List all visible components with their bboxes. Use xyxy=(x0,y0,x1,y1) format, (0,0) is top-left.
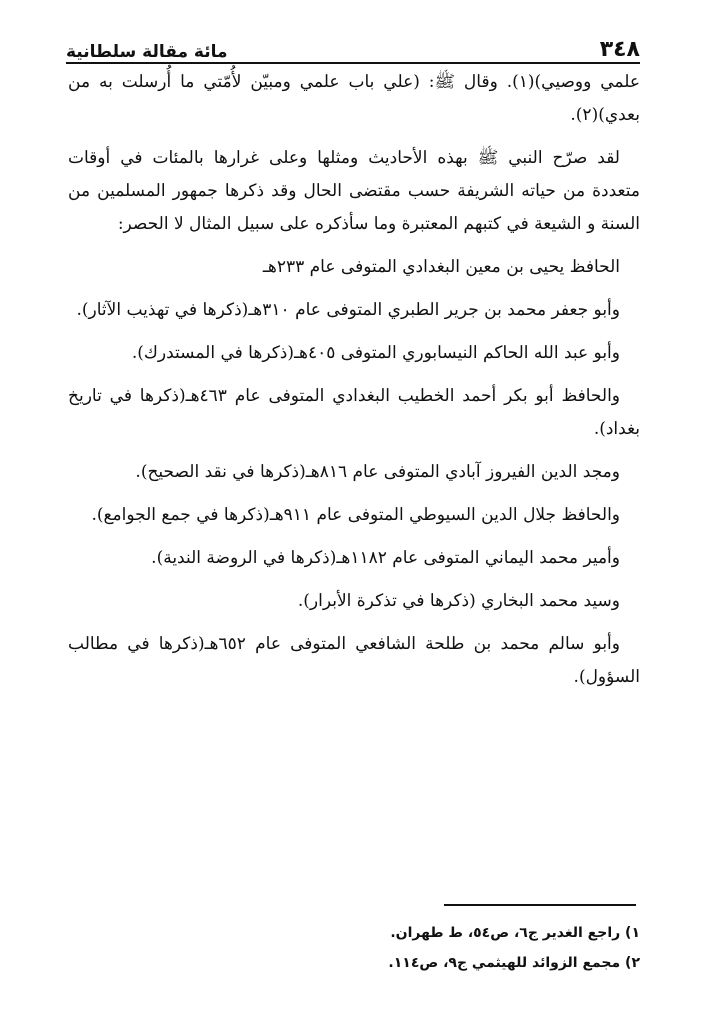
page-header xyxy=(66,22,640,64)
citation-item: وأبو جعفر محمد بن جرير الطبري المتوفى عام ٣١٠هـ(ذكرها في تهذيب الآثار). xyxy=(76,300,620,320)
citation-item: ومجد الدين الفيروز آبادي المتوفى عام ٨١٦هـ(ذكرها في نقد الصحيح). xyxy=(135,462,620,482)
page-number: ٣٤٨ xyxy=(599,37,640,62)
citation-item: والحافظ أبو بكر أحمد الخطيب البغدادي المتوفى عام ٤٦٣هـ(ذكرها في تاريخ بغداد). xyxy=(68,386,640,439)
footnotes xyxy=(66,918,640,978)
footnote-1: ١) راجع الغدير ج٦، ص٥٤، ط طهران. xyxy=(390,925,640,941)
citation-item: الحافظ يحيى بن معين البغدادي المتوفى عام ٢٣٣هـ xyxy=(262,257,620,277)
paragraph-intro: لقد صرّح النبي ﷺ بهذه الأحاديث ومثلها وعلى غرارها بالمئات في أوقات متعددة من حياته الشريفة حسب مقتضى الحال وقد ذكرها جمهور المسلمين من السنة و الشيعة في كتبهم المعتبرة وما سأذكره على سبيل المثال لا الحصر: xyxy=(68,148,640,234)
footnote-divider xyxy=(444,904,636,906)
citation-item: والحافظ جلال الدين السيوطي المتوفى عام ٩١١هـ(ذكرها في جمع الجوامع). xyxy=(91,505,620,525)
citation-item: وسيد محمد البخاري (ذكرها في تذكرة الأبرار). xyxy=(297,591,620,611)
body-text xyxy=(68,66,640,866)
citation-item: وأبو سالم محمد بن طلحة الشافعي المتوفى عام ٦٥٢هـ(ذكرها في مطالب السؤول). xyxy=(68,634,640,687)
running-title: مائة مقالة سلطانية xyxy=(66,42,228,62)
footnote-2: ٢) مجمع الزوائد للهيثمي ج٩، ص١١٤. xyxy=(388,955,640,971)
paragraph-hadith-quote: علمي ووصيي)(١). وقال ﷺ: (علي باب علمي ومبيّن لأُمّتي ما أُرسلت به من بعدي)(٢). xyxy=(68,72,640,125)
citation-item: وأبو عبد الله الحاكم النيسابوري المتوفى ٤٠٥هـ(ذكرها في المستدرك). xyxy=(131,343,620,363)
citation-item: وأمير محمد اليماني المتوفى عام ١١٨٢هـ(ذكرها في الروضة الندية). xyxy=(151,548,620,568)
